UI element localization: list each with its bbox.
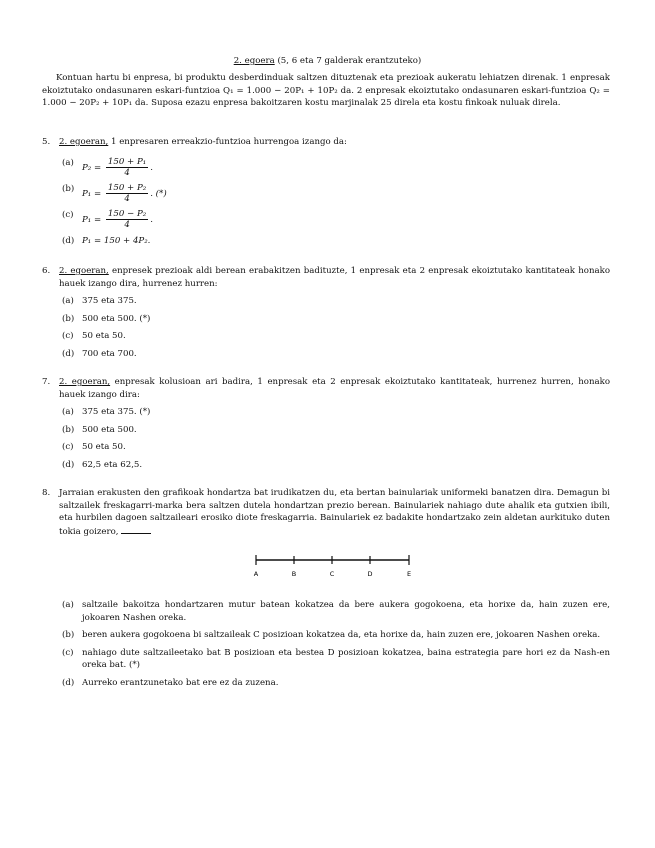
question-ref: 2. egoeran, [59, 137, 109, 147]
option-6d: (d) 700 eta 700. [62, 348, 137, 359]
question-number: 7. [42, 377, 51, 387]
question-number: 6. [42, 266, 51, 276]
option-6b: (b) 500 eta 500. (*) [62, 313, 151, 324]
section-subtitle: (5, 6 eta 7 galderak erantzuteko) [277, 56, 422, 66]
option-7a: (a) 375 eta 375. (*) [62, 407, 151, 417]
option-7b: (b) 500 eta 500. [62, 424, 137, 435]
option-6c: (c) 50 eta 50. [62, 331, 126, 341]
option-8d: (d) Aurreko erantzunetako bat ere ez da zuzena. [62, 677, 279, 688]
tick-label-c: C [329, 570, 335, 578]
tick-label-b: B [291, 570, 297, 578]
beach-line-figure [0, 550, 655, 580]
question-text: enpresak kolusioan ari badira, 1 enpresak eta 2 enpresak ekoiztutako kantitateak, hurrenez hurren, honako hauek izango dira: [59, 377, 610, 400]
option-8c: (c) nahiago dute saltzaileetako bat B posizioan eta bestea D posizioan kokatzea, baina estrategia pare hori ez da Nash-en oreka bat. (*) [62, 647, 610, 670]
question-text: Jarraian erakusten den grafikoak hondartza bat irudikatzen du, eta bertan bainulariak uniformeki banatzen dira. Demagun bi saltzailek freskagarri-marka bera saltzen dutela hondartzan prezio berean. Bainulariek nahiago dute ahalik eta gutxien ibili, eta hurbilen dagoen saltzaileari erosiko diote freskagarria. Bainulariek ez badakite hondartzako zein aldetan aurkituko duten tokia goizero, [59, 488, 610, 537]
option-6a: (a) 375 eta 375. [62, 296, 137, 306]
tick-label-a: A [253, 570, 259, 578]
option-5a: (a) P₂ = $\frac{\text{150 + P₁}}{4}$ . [62, 156, 153, 178]
question-5 [42, 136, 610, 247]
answer-blank [121, 525, 151, 534]
question-ref: 2. egoeran, [59, 377, 111, 387]
tick-label-e: E [406, 570, 412, 578]
option-8a: (a) saltzaile bakoitza hondartzaren mutur batean kokatzea da bere aukera gogokoena, eta horixe da, hain zuzen ere, jokoaren Nashen oreka. [62, 600, 610, 623]
question-8 [42, 487, 610, 538]
question-text: enpresek prezioak aldi berean erabakitzen badituzte, 1 enpresak eta 2 enpresak ekoiztutako kantitateak honako hauek izango dira, hurrenez hurren: [59, 266, 610, 289]
intro-paragraph [42, 72, 610, 110]
question-8-options [42, 594, 610, 689]
question-6 [42, 265, 610, 360]
question-text: 1 enpresaren erreakzio-funtzioa hurrengoa izango da: [111, 137, 347, 147]
question-number: 8. [42, 488, 51, 498]
option-5b: (b) P₁ = $\frac{\text{150 + P₂}}{4}$ . (*) [62, 182, 167, 204]
section-heading [0, 55, 655, 68]
option-5d: (d) P₁ = 150 + 4P₂. [62, 235, 151, 246]
option-7d: (d) 62,5 eta 62,5. [62, 459, 143, 470]
intro-text: Kontuan hartu bi enpresa, bi produktu desberdinduak saltzen dituztenak eta prezioak aukeratu lehiatzen direnak. 1 enpresak ekoiztutako ondasunaren eskari-funtzioa Q₁ = 1.000 − 20P₁ + 10P₂ da. 2 enpresak ekoiztutako ondasunaren eskari-funtzioa Q₂ = 1.000 − 20P₂ + 10P₁ da. Suposa ezazu enpresa bakoitzaren kostu marjinalak 25 direla eta kostu finkoak nuluak direla. [42, 73, 610, 108]
question-ref: 2. egoeran, [59, 266, 109, 276]
section-title: 2. egoera [233, 56, 275, 66]
option-8b: (b) beren aukera gogokoena bi saltzaileak C posizioan kokatzea da, eta horixe da, hain zuzen ere, jokoaren Nashen oreka. [62, 630, 601, 640]
option-5c: (c) P₁ = $\frac{\text{150 − P₂}}{4}$ . [62, 208, 153, 230]
question-number: 5. [42, 137, 51, 147]
tick-label-d: D [367, 570, 373, 578]
option-7c: (c) 50 eta 50. [62, 442, 126, 452]
question-7 [42, 376, 610, 471]
